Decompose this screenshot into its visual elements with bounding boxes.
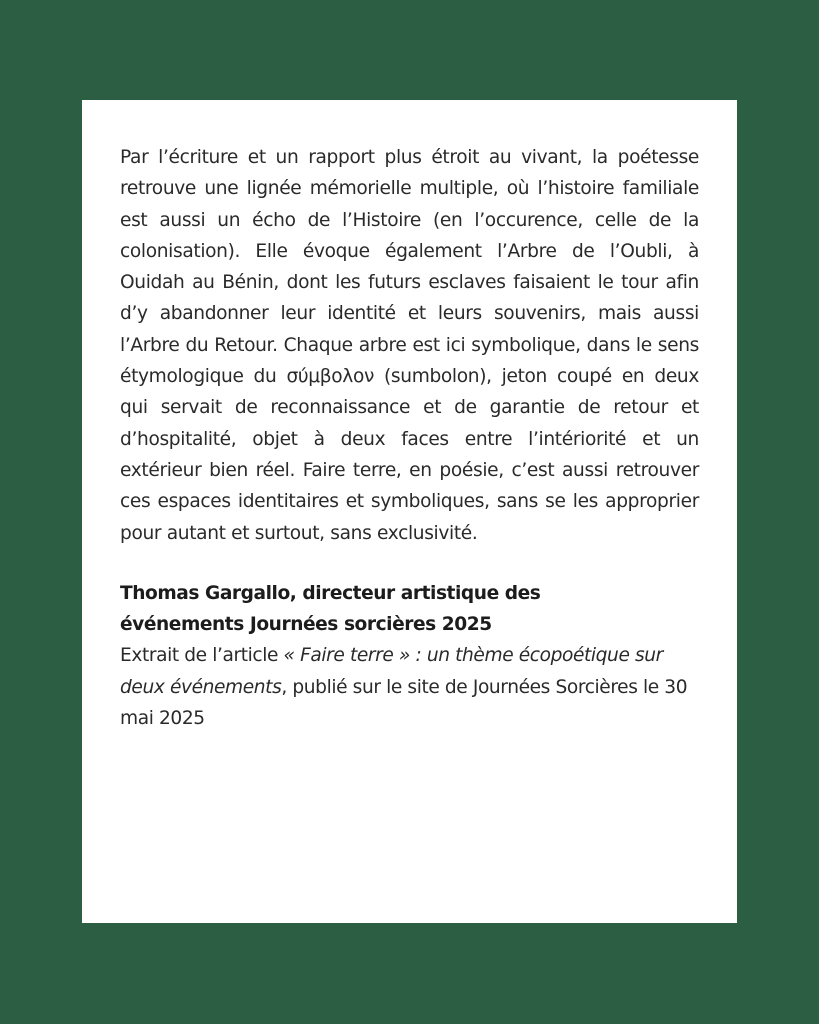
author-credit: Thomas Gargallo, directeur artistique des événements Journées sorcières 2025 (120, 582, 541, 636)
article-title: « Faire terre » : un thème écopoétique sur deux événements (120, 645, 663, 698)
quote-card (82, 100, 737, 923)
excerpt-body: Par l’écriture et un rapport plus étroit au vivant, la poétesse retrouve une lignée mémorielle multiple, où l’histoire familiale est aussi un écho de l’Histoire (en l’occurence, celle de la colonisation). Elle évoque également l’Arbre de l’Oubli, à Ouidah au Bénin, dont les futurs esclaves faisaient le tour afin d’y abandonner leur identité et leurs souvenirs, mais aussi l’Arbre du Retour. Chaque arbre est ici symbolique, dans le sens étymologique du σύμβολον (sumbolon), jeton coupé en deux qui servait de reconnaissance et de garantie de retour et d’hospitalité, objet à deux faces entre l’intériorité et un extérieur bien réel. Faire terre, en poésie, c’est aussi retrouver ces espaces identitaires et symboliques, sans se les approprier pour autant et surtout, sans exclusivité. (120, 147, 699, 544)
attribution (120, 578, 699, 734)
source-suffix: , publié sur le site de Journées Sorcières le 30 mai 2025 (120, 676, 688, 730)
source-prefix: Extrait de l’article (120, 645, 284, 667)
source-citation (120, 640, 695, 734)
